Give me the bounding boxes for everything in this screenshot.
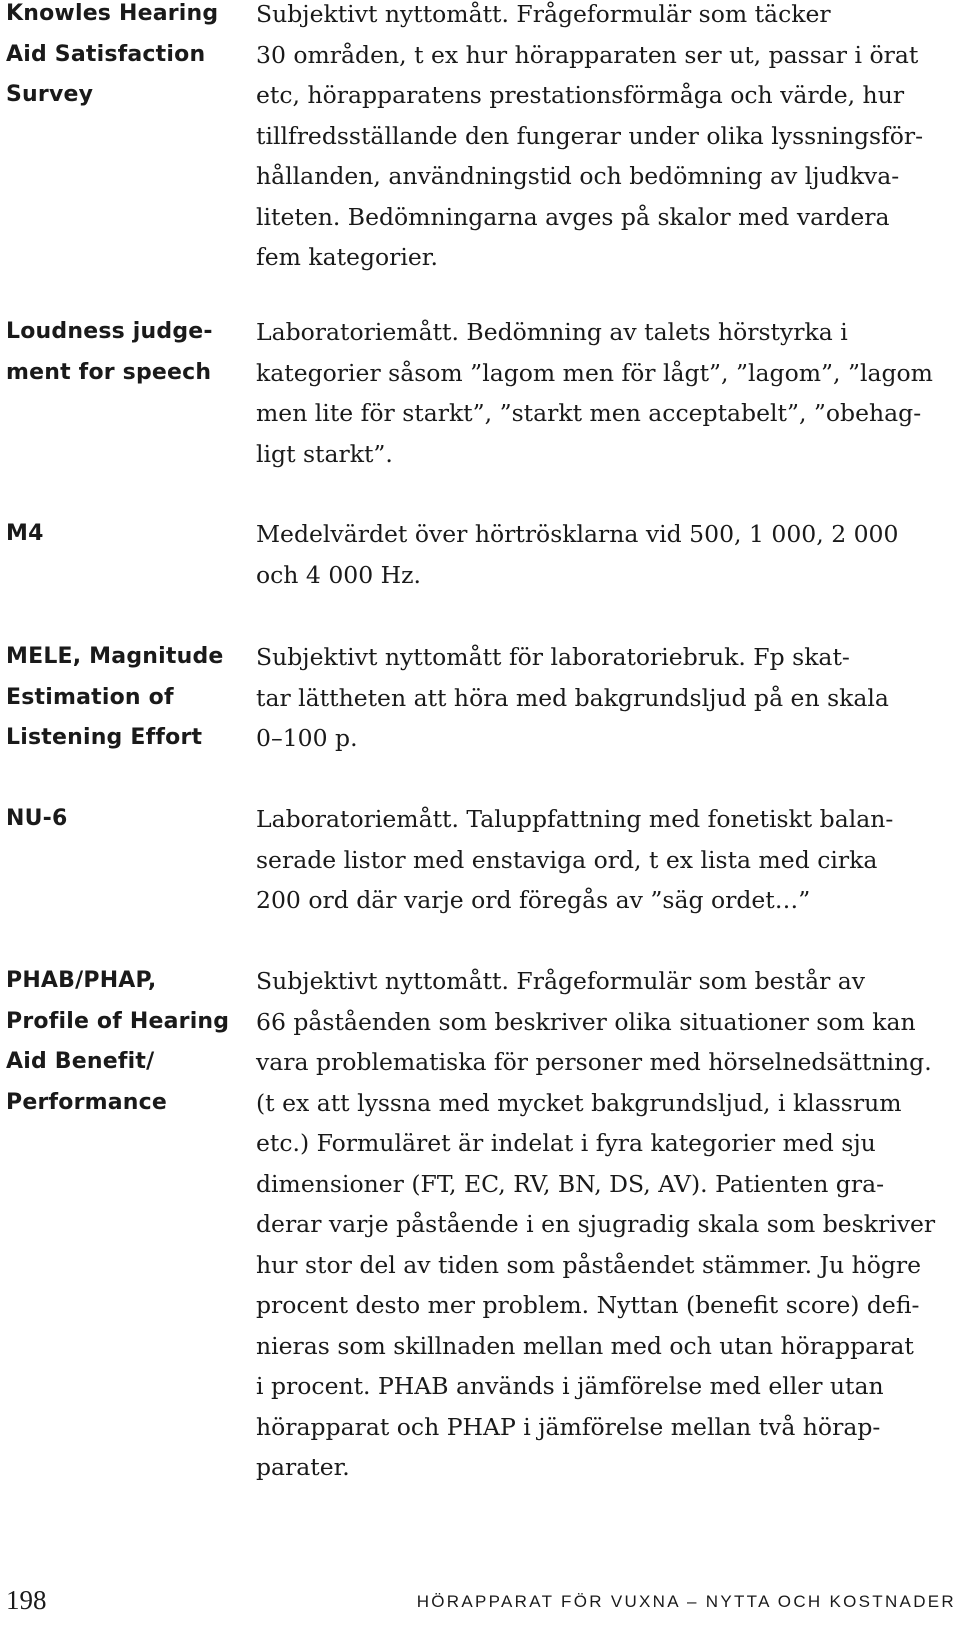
description-line: fem kategorier. xyxy=(256,243,438,271)
term-line: Loudness judge- xyxy=(6,319,213,344)
description-line: (t ex att lyssna med mycket bakgrundsljud, i klassrum xyxy=(256,1088,902,1117)
glossary-term xyxy=(6,514,251,555)
glossary-term xyxy=(6,799,251,840)
description-line: Laboratoriemått. Bedömning av talets hörstyrka i xyxy=(256,318,848,346)
glossary-description xyxy=(256,799,956,921)
description-line: nieras som skillnaden mellan med och utan hörapparat xyxy=(256,1331,914,1360)
term-line: M4 xyxy=(6,521,44,546)
description-line: hur stor del av tiden som påståendet stämmer. Ju högre xyxy=(256,1250,922,1279)
description-line: hållanden, användningstid och bedömning av ljudkva- xyxy=(256,162,900,190)
description-line: procent desto mer problem. Nyttan (benefit score) defi- xyxy=(256,1291,920,1319)
term-line: Aid Satisfaction xyxy=(6,41,206,67)
description-line: liteten. Bedömningarna avges på skalor med vardera xyxy=(256,202,890,231)
description-line: och 4 000 Hz. xyxy=(256,560,422,589)
term-line: Profile of Hearing xyxy=(6,1008,230,1034)
term-line: Survey xyxy=(6,82,94,107)
description-line: serade listor med enstaviga ord, t ex lista med cirka xyxy=(256,845,878,874)
term-line: Listening Effort xyxy=(6,725,203,750)
description-line: 200 ord där varje ord föregås av ”säg ordet…” xyxy=(256,886,811,914)
description-line: derar varje påstående i en sjugradig skala som beskriver xyxy=(256,1210,936,1238)
description-line: etc.) Formuläret är indelat i fyra kategorier med sju xyxy=(256,1129,876,1157)
description-line: tar lättheten att höra med bakgrundsljud på en skala xyxy=(256,683,889,712)
term-line: Knowles Hearing xyxy=(6,1,219,26)
description-line: Subjektivt nyttomått för laboratoriebruk. Fp skat- xyxy=(256,643,850,671)
page-number: 198 xyxy=(6,1585,47,1615)
term-line: Estimation of xyxy=(6,684,174,710)
description-line: 66 påståenden som beskriver olika situationer som kan xyxy=(256,1007,916,1036)
glossary-description xyxy=(256,0,956,278)
description-line: men lite för starkt”, ”starkt men acceptabelt”, ”obehag- xyxy=(256,399,922,427)
term-line: ment for speech xyxy=(6,359,212,385)
description-line: 0–100 p. xyxy=(256,724,358,752)
glossary-term xyxy=(6,637,251,759)
glossary-term xyxy=(6,961,251,1123)
glossary-term xyxy=(6,0,251,116)
document-page xyxy=(6,0,956,1633)
page-footer xyxy=(6,1580,956,1620)
term-line: MELE, Magnitude xyxy=(6,644,224,669)
description-line: i procent. PHAB används i jämförelse med eller utan xyxy=(256,1372,884,1400)
term-line: PHAB/PHAP, xyxy=(6,968,157,993)
description-line: Subjektivt nyttomått. Frågeformulär som täcker xyxy=(256,0,831,28)
term-line: Performance xyxy=(6,1089,168,1115)
term-line: NU-6 xyxy=(6,806,68,831)
description-line: dimensioner (FT, EC, RV, BN, DS, AV). Patienten gra- xyxy=(256,1169,885,1198)
description-line: Medelvärdet över hörtrösklarna vid 500, 1 000, 2 000 xyxy=(256,520,899,548)
description-line: Laboratoriemått. Taluppfattning med fonetiskt balan- xyxy=(256,805,894,833)
description-line: hörapparat och PHAP i jämförelse mellan två hörap- xyxy=(256,1412,881,1441)
glossary-description xyxy=(256,312,956,474)
description-line: 30 områden, t ex hur hörapparaten ser ut, passar i örat xyxy=(256,40,919,69)
description-line: ligt starkt”. xyxy=(256,439,393,468)
description-line: vara problematiska för personer med hörselnedsättning. xyxy=(256,1048,932,1076)
glossary-term xyxy=(6,312,251,393)
glossary-description xyxy=(256,637,956,759)
glossary-description xyxy=(256,514,956,595)
description-line: etc, hörapparatens prestationsförmåga och värde, hur xyxy=(256,81,905,109)
description-line: parater. xyxy=(256,1453,350,1481)
description-line: Subjektivt nyttomått. Frågeformulär som består av xyxy=(256,967,866,995)
glossary-description xyxy=(256,961,956,1488)
description-line: kategorier såsom ”lagom men för lågt”, ”lagom”, ”lagom xyxy=(256,358,933,387)
description-line: tillfredsställande den fungerar under olika lyssningsför- xyxy=(256,121,924,150)
term-line: Aid Benefit/ xyxy=(6,1049,155,1074)
running-title: HÖRAPPARAT FÖR VUXNA – NYTTA OCH KOSTNADER xyxy=(416,1592,956,1611)
